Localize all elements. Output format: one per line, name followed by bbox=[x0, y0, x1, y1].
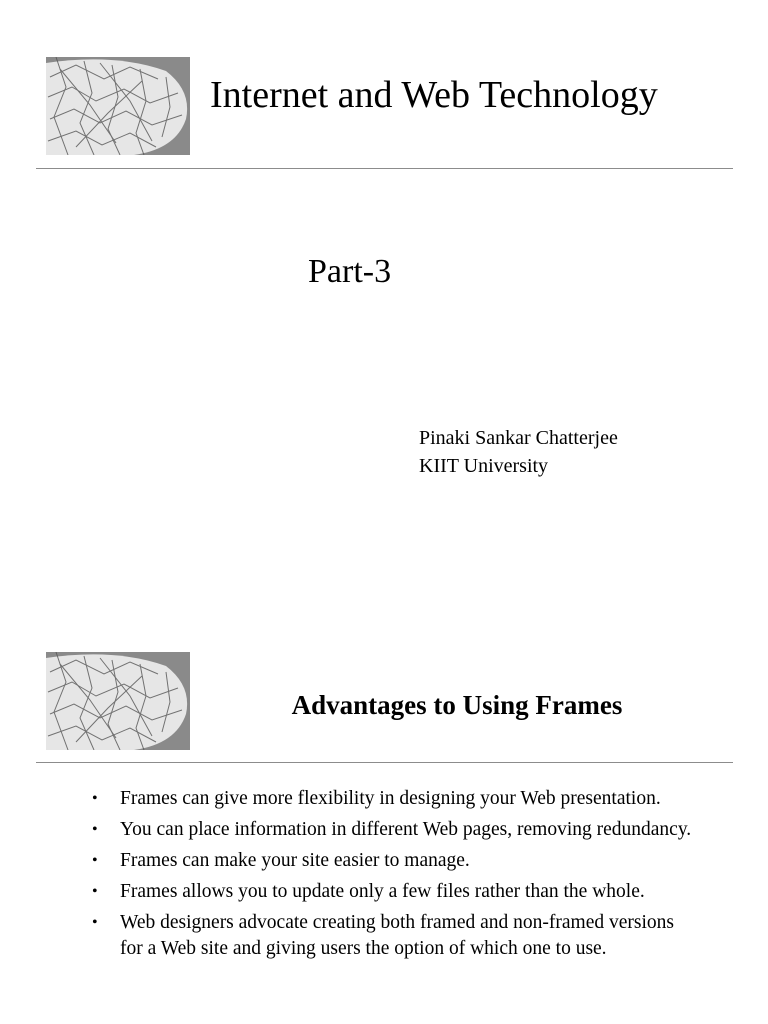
title-divider bbox=[36, 168, 733, 169]
bullet-icon: • bbox=[92, 914, 98, 931]
list-item bbox=[92, 879, 692, 905]
bullet-text: Frames can make your site easier to manage. bbox=[120, 850, 470, 871]
presentation-title: Internet and Web Technology bbox=[210, 74, 658, 116]
bullet-icon: • bbox=[92, 821, 98, 838]
bullet-text: Frames can give more flexibility in designing your Web presentation. bbox=[120, 788, 661, 809]
bullet-text: You can place information in different Web pages, removing redundancy. bbox=[120, 819, 692, 840]
author-block bbox=[419, 424, 618, 480]
bullet-icon: • bbox=[92, 883, 98, 900]
part-label: Part-3 bbox=[308, 253, 392, 290]
bullet-list bbox=[92, 786, 692, 967]
slide-title: Advantages to Using Frames bbox=[291, 690, 623, 720]
bullet-icon: • bbox=[92, 852, 98, 869]
list-item bbox=[92, 848, 692, 874]
list-item bbox=[92, 817, 692, 843]
author-name: Pinaki Sankar Chatterjee bbox=[419, 427, 618, 449]
bullet-text: Web designers advocate creating both framed and non-framed versions for a Web site and giving users the option of which one to use. bbox=[120, 912, 674, 959]
content-slide bbox=[0, 600, 768, 1024]
bullet-icon: • bbox=[92, 790, 98, 807]
title-divider bbox=[36, 762, 733, 763]
list-item bbox=[92, 786, 692, 812]
author-affiliation: KIIT University bbox=[419, 455, 549, 477]
bullet-text: Frames allows you to update only a few files rather than the whole. bbox=[120, 881, 645, 902]
list-item bbox=[92, 910, 692, 962]
sculpture-logo-image bbox=[46, 57, 190, 155]
